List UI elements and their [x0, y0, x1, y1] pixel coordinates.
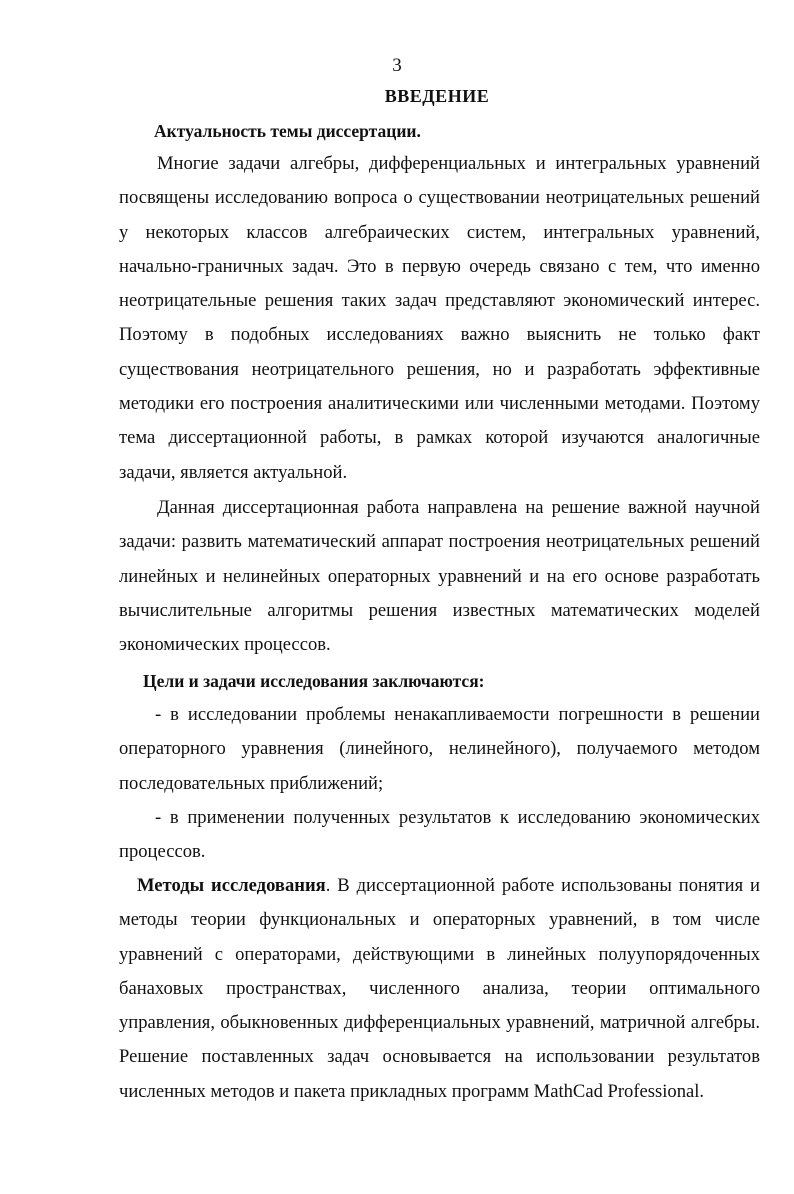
relevance-heading: Актуальность темы диссертации. [154, 121, 421, 141]
methods-paragraph [119, 869, 760, 1109]
goals-item-2: - в применении полученных результатов к исследованию экономических процессов. [119, 807, 760, 863]
page-title: ВВЕДЕНИЕ [384, 86, 490, 106]
goals-heading: Цели и задачи исследования заключаются: [143, 671, 485, 691]
relevance-paragraph-2: Данная диссертационная работа направлена на решение важной научной задачи: развить математический аппарат построения неотрицательных решений линейных и нелинейных операторных уравнений и на его основе разработать вычислительные алгоритмы решения известных математических моделей экономических процессов. [119, 497, 760, 656]
relevance-paragraph-1: Многие задачи алгебры, дифференциальных и интегральных уравнений посвящены исследованию вопроса о существовании неотрицательных решений у некоторых классов алгебраических систем, интегральных уравнений, начально-граничных задач. Это в первую очередь связано с тем, что именно неотрицательные решения таких задач представляют экономический интерес. Поэтому в подобных исследованиях важно выяснить не только факт существования неотрицательного решения, но и разработать эффективные методики его построения аналитическими или численными методами. Поэтому тема диссертационной работы, в рамках которой изучаются аналогичные задачи, является актуальной. [119, 153, 760, 483]
methods-lead: Методы исследования [137, 875, 326, 896]
page-number: 3 [392, 55, 402, 76]
goals-item-1: - в исследовании проблемы ненакапливаемости погрешности в решении операторного уравнения (линейного, нелинейного), получаемого методом последовательных приближений; [119, 704, 760, 794]
methods-text: . В диссертационной работе использованы понятия и методы теории функциональных и операторных уравнений, в том числе уравнений с операторами, действующими в линейных полуупорядоченных банаховых пространствах, численного анализа, теории оптимального управления, обыкновенных дифференциальных уравнений, матричной алгебры. Решение поставленных задач основывается на использовании результатов численных методов и пакета прикладных программ MathCad Professional. [119, 875, 761, 1102]
